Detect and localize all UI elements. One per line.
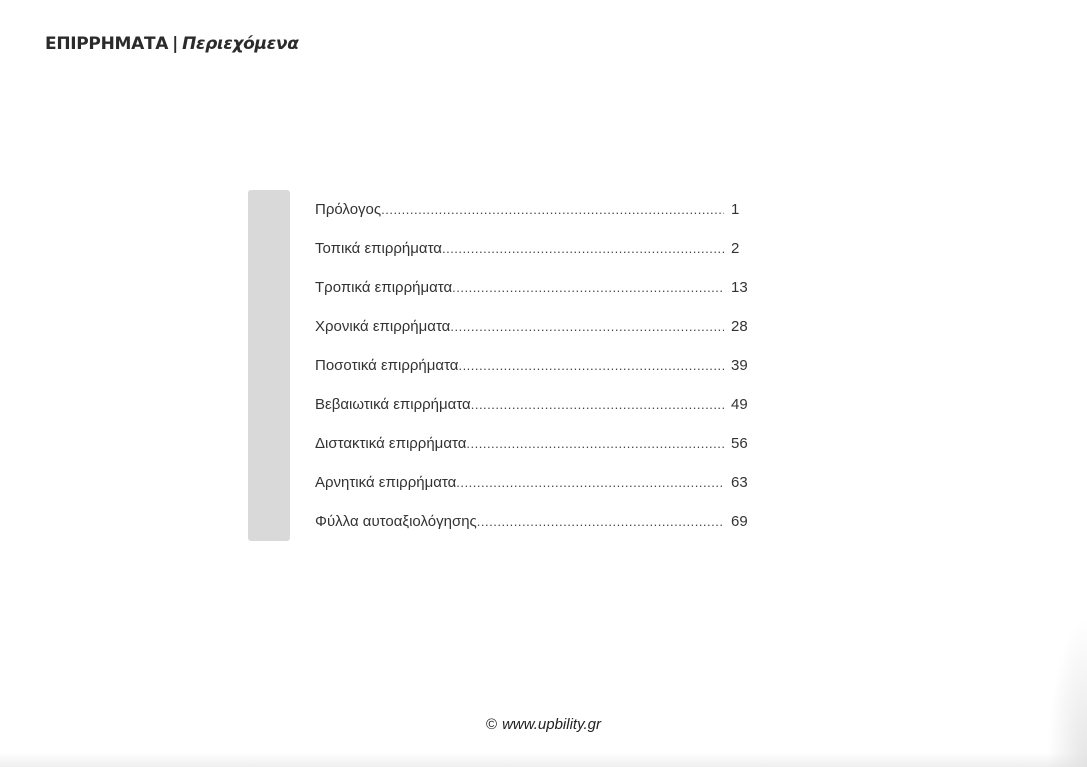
toc-dot-leader — [458, 358, 724, 373]
toc-entry-page: 69 — [731, 513, 748, 530]
toc-entry-local-adverbs[interactable] — [315, 240, 755, 279]
toc-entry-label: Βεβαιωτικά επιρρήματα — [315, 396, 471, 413]
toc-entry-dubitative-adverbs[interactable] — [315, 435, 755, 474]
toc-entry-self-assessment-sheets[interactable] — [315, 513, 755, 552]
toc-entry-label: Τοπικά επιρρήματα — [315, 240, 442, 257]
page-footer — [0, 716, 1087, 733]
page-curl-shadow — [1047, 617, 1087, 767]
page-header — [45, 34, 299, 54]
toc-dot-leader — [452, 280, 724, 295]
toc-entry-modal-adverbs[interactable] — [315, 279, 755, 318]
toc-entry-page: 39 — [731, 357, 748, 374]
toc-entry-label: Διστακτικά επιρρήματα — [315, 435, 467, 452]
toc-entry-page: 2 — [731, 240, 740, 257]
toc-entry-page: 1 — [731, 201, 740, 218]
toc-dot-leader — [456, 475, 724, 490]
toc-dot-leader — [442, 241, 724, 256]
toc-entry-label: Χρονικά επιρρήματα — [315, 318, 451, 335]
toc-side-bar — [248, 190, 290, 541]
toc-entry-page: 56 — [731, 435, 748, 452]
table-of-contents — [315, 201, 755, 552]
toc-dot-leader — [466, 436, 724, 451]
toc-entry-affirmative-adverbs[interactable] — [315, 396, 755, 435]
website-link[interactable]: www.upbility.gr — [502, 716, 601, 733]
toc-dot-leader — [471, 397, 724, 412]
toc-entry-label: Αρνητικά επιρρήματα — [315, 474, 457, 491]
title-separator: | — [172, 34, 179, 54]
toc-entry-label: Ποσοτικά επιρρήματα — [315, 357, 459, 374]
toc-dot-leader — [477, 514, 724, 529]
copyright-symbol: © — [486, 716, 498, 733]
toc-entry-prologue[interactable] — [315, 201, 755, 240]
toc-entry-temporal-adverbs[interactable] — [315, 318, 755, 357]
toc-entry-label: Φύλλα αυτοαξιολόγησης — [315, 513, 477, 530]
toc-entry-negative-adverbs[interactable] — [315, 474, 755, 513]
toc-entry-label: Πρόλογος — [315, 201, 382, 218]
toc-entry-page: 28 — [731, 318, 748, 335]
toc-entry-page: 49 — [731, 396, 748, 413]
toc-dot-leader — [381, 202, 724, 217]
toc-dot-leader — [450, 319, 724, 334]
toc-entry-quantitative-adverbs[interactable] — [315, 357, 755, 396]
document-title: ΕΠΙΡΡΗΜΑΤΑ — [45, 34, 169, 54]
bottom-page-shadow — [0, 753, 1087, 767]
document-subtitle: Περιεχόμενα — [182, 34, 299, 54]
toc-entry-page: 63 — [731, 474, 748, 491]
toc-entry-page: 13 — [731, 279, 748, 296]
toc-entry-label: Τροπικά επιρρήματα — [315, 279, 453, 296]
